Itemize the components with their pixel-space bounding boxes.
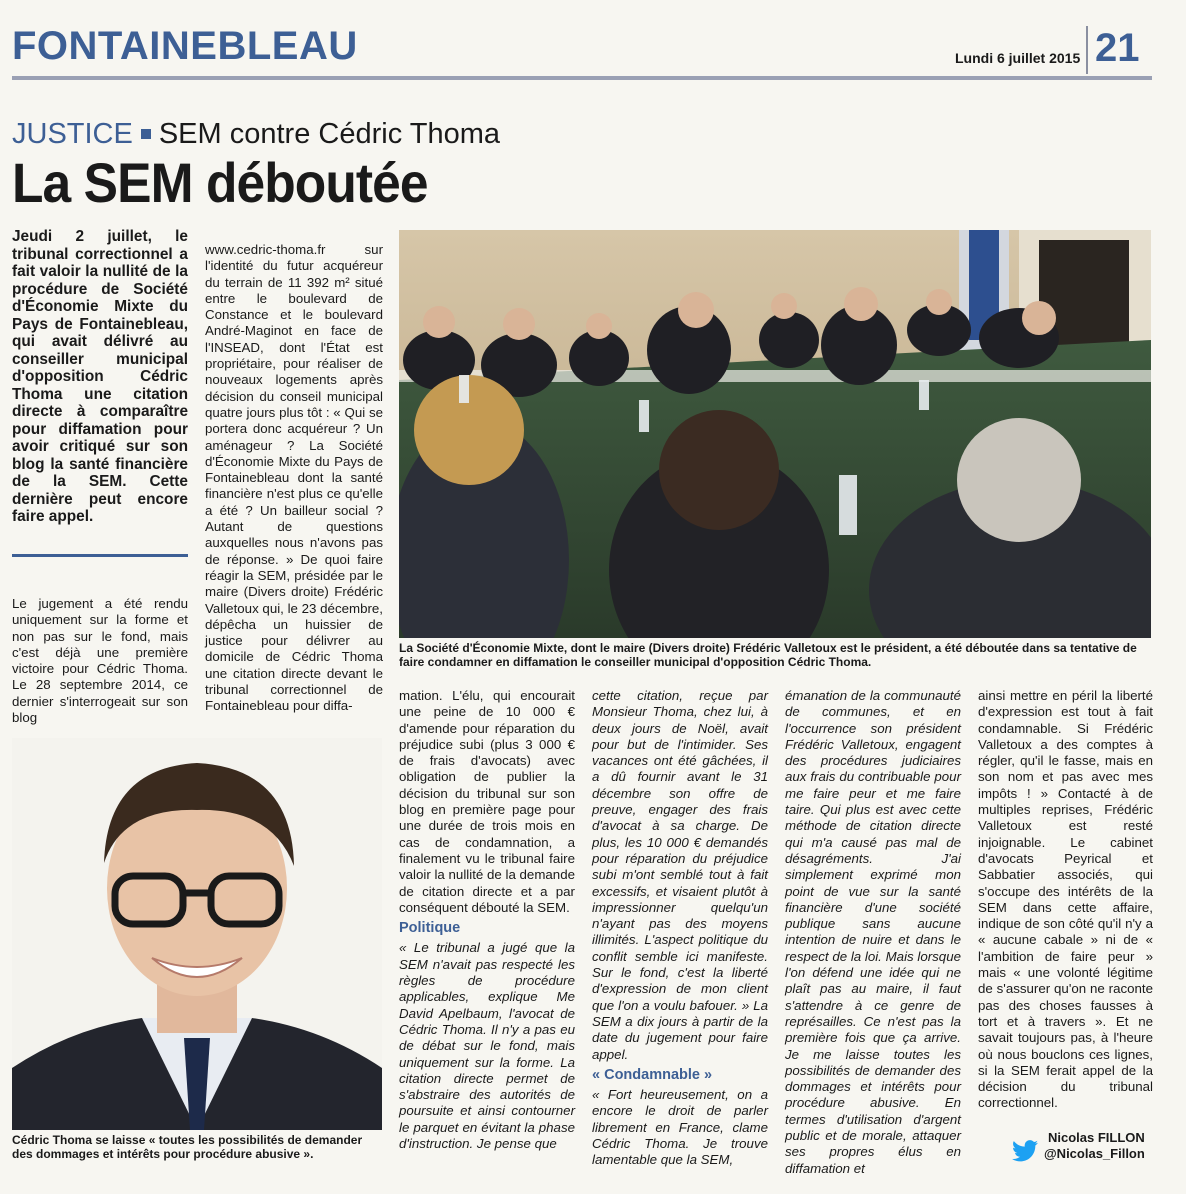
kicker-square-icon (141, 129, 151, 139)
subhead-condamnable: « Condamnable » (592, 1066, 713, 1083)
portrait-caption: Cédric Thoma se laisse « toutes les possibilités de demander des dommages et intérêts pour procédure abusive ». (12, 1133, 363, 1161)
byline-handle: @Nicolas_Fillon (1044, 1146, 1145, 1161)
portrait-photo (12, 738, 382, 1130)
byline-name: Nicolas FILLON (1048, 1130, 1145, 1145)
meeting-photo (399, 230, 1151, 638)
byline (1044, 1130, 1145, 1162)
twitter-bird-icon (1012, 1140, 1038, 1167)
body-column-5: émanation de la communauté de communes, et en l'occurrence son président Frédéric Valletoux, engagent des procédures judiciaires aux frais du contribuable pour me faire peur et me faire taire. Qui plus est avec cette méthode de citation directe qui m'a causé pas mal de désagréments. J'ai simplement exprimé mon point de vue sur la santé financière d'une société publique sans aucune intention de nuire et dans le respect de la loi. Mais lorsque l'on défend une idée qui ne plaît pas au maire, il faut s'attendre à ce genre de représailles. Ce n'est pas la première fois que ça arrive. Je me laisse toutes les possibilités de demander des dommages et intérêts pour procédure abusive. En termes d'utilisation d'argent public et de morale, attaquer ses propres élus en diffamation et (785, 688, 961, 1176)
col4-paragraph-2: « Fort heureusement, on a encore le droit de parler librement en France, clame Cédric Thoma. Je trouve lamentable que la SEM, (592, 1087, 768, 1168)
body-column-3 (399, 688, 575, 1152)
kicker-category: JUSTICE (12, 118, 133, 150)
portrait-illustration (12, 738, 382, 1130)
col3-paragraph-2: « Le tribunal a jugé que la SEM n'avait pas respecté les règles de procédure applicables, explique Me David Apelbaum, l'avocat de Cédric Thoma. Il n'y a pas eu de débat sur le fond, mais uniquement sur la forme. La citation directe permet de s'abstraire des autorités de poursuite et ainsi contourner le parquet en évitant la phase d'instruction. Je pense que (399, 940, 575, 1152)
lead-paragraph: Jeudi 2 juillet, le tribunal correctionnel a fait valoir la nullité de la procédure de Société d'Économie Mixte du Pays de Fontainebleau, qui avait délivré au conseiller municipal d'opposition Cédric Thoma une citation directe à comparaître pour diffamation pour avoir critiqué sur son blog la santé financière de la SEM. Cette dernière peut encore faire appel. (12, 228, 188, 525)
body-column-2: www.cedric-thoma.fr sur l'identité du futur acquéreur du terrain de 11 392 m² situé entre le boulevard de Constance et le boulevard André-Maginot en face de l'INSEAD, dont l'État est propriétaire, pour réaliser de nouveaux logements après décision du conseil municipal quatre jours plus tôt : « Qui se portera donc acquéreur ? Un aménageur ? La Société d'Économie Mixte du Pays de Fontainebleau dont la santé financière n'est plus ce qu'elle a été ? Un bailleur social ? Autant de questions auxquelles nous n'avons pas de réponse. » De quoi faire réagir la SEM, présidée par le maire (Divers droite) Frédéric Valletoux qui, le 23 décembre, dépêcha un huissier de justice pour délivrer au domicile de Cédric Thoma une citation directe devant le tribunal correctionnel de Fontainebleau pour diffa- (205, 242, 383, 714)
meeting-photo-illustration (399, 230, 1151, 638)
section-title: FONTAINEBLEAU (12, 24, 358, 68)
kicker-topic: SEM contre Cédric Thoma (158, 118, 500, 150)
lead-rule (12, 554, 188, 557)
kicker (12, 118, 500, 151)
subhead-politique: Politique (399, 920, 461, 937)
header-divider (1086, 26, 1088, 74)
body-column-4 (592, 688, 768, 1169)
col4-paragraph-1: cette citation, reçue par Monsieur Thoma, chez lui, à deux jours de Noël, avait pour but de l'intimider. Ses vacances ont été gâchées, il a dû fournir avant le 31 décembre son offre de preuve, engager des frais d'avocat à sa charge. De plus, les 10 000 € demandés pour réparation du préjudice subi m'ont semblé tout à fait excessifs, et visaient plutôt à impressionner quelqu'un n'ayant pas des moyens illimités. L'aspect politique du conflit semble ici manifeste. Sur le fond, c'est la liberté d'expression de mon client que l'on a voulu bafouer. » La SEM a dix jours à partir de la date du jugement pour faire appel. (592, 688, 768, 1062)
photo-caption: La Société d'Économie Mixte, dont le maire (Divers droite) Frédéric Valletoux est le président, a été déboutée dans sa tentative de faire condamner en diffamation le conseiller municipal d'opposition Cédric Thoma. (399, 641, 1137, 669)
page-number: 21 (1095, 26, 1140, 70)
header-rule (12, 76, 1152, 80)
issue-date: Lundi 6 juillet 2015 (955, 50, 1081, 66)
body-column-6: ainsi mettre en péril la liberté d'expression est tout à fait condamnable. Si Frédéric Valletoux a des comptes à régler, qu'il le fasse, mais en son nom et pas avec mes impôts ! » Contacté à de multiples reprises, Frédéric Valletoux est resté injoignable. Le cabinet d'avocats Peyrical et Sabbatier associés, qui s'occupe des intérêts de la SEM dans cette affaire, indique de son côté qu'il n'y a « aucune cabale » ni de « l'ambition de faire peur » mais « une volonté légitime de s'assurer qu'on ne raconte pas des choses fausses à tort et à travers ». Et ne savait toujours pas, à l'heure où nous bouclons ces lignes, si la SEM ferait appel de la décision du tribunal correctionnel. (978, 688, 1153, 1111)
col3-paragraph-1: mation. L'élu, qui encourait une peine de 10 000 € d'amende pour réparation du préjudice subi (plus 3 000 € de frais d'avocats) avec obligation de publier la décision du tribunal sur son blog en première page pour une durée de trois mois en cas de condamnation, a finalement vu le tribunal faire valoir la nullité de la demande de citation directe et a par conséquent débouté la SEM. (399, 688, 575, 915)
headline: La SEM déboutée (12, 151, 428, 214)
body-column-1: Le jugement a été rendu uniquement sur la forme et non pas sur le fond, mais c'est déjà une première victoire pour Cédric Thoma. Le 28 septembre 2014, ce dernier s'interrogeait sur son blog (12, 596, 188, 726)
